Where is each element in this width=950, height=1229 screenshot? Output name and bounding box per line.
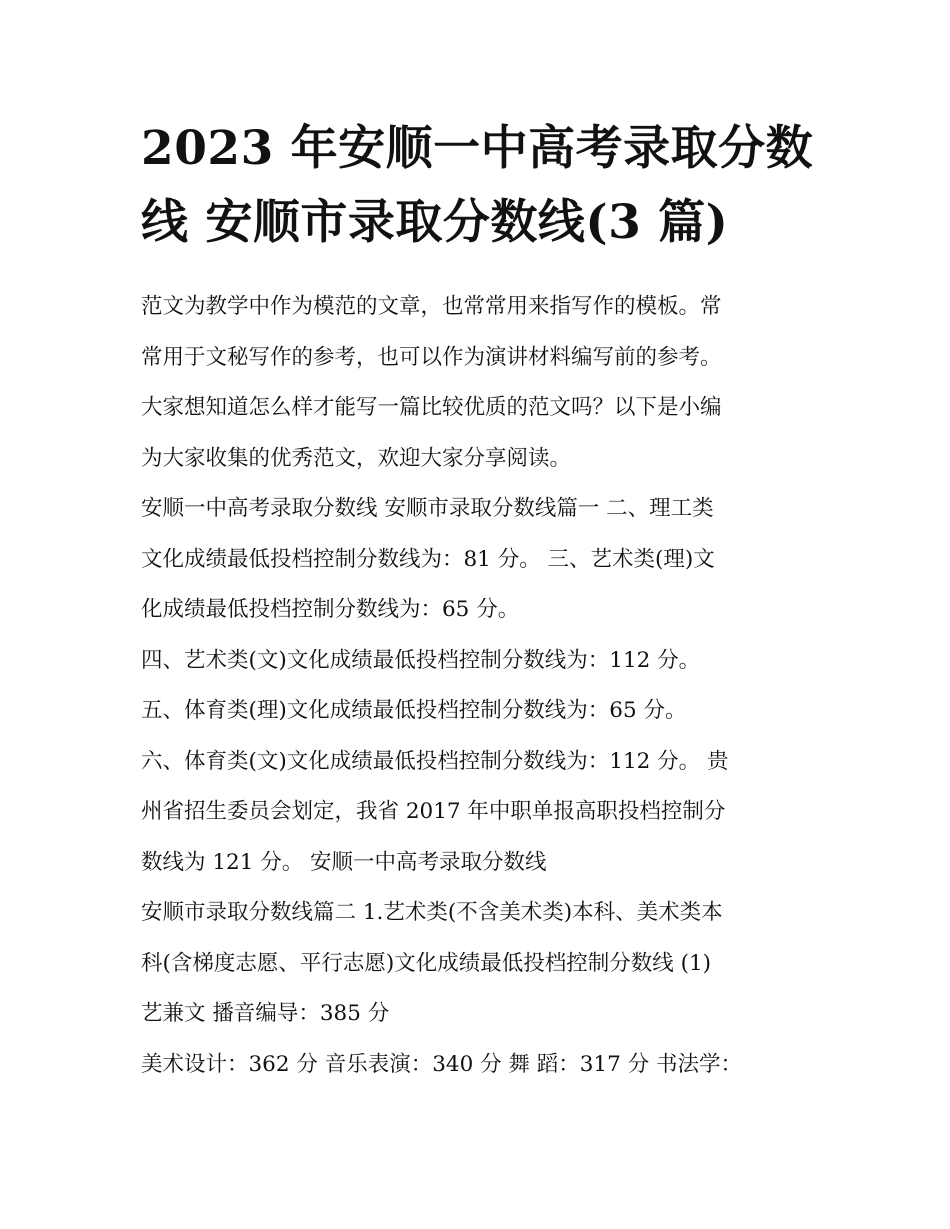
document-body: [141, 282, 817, 1090]
body-line: 大家想知道怎么样才能写一篇比较优质的范文吗？以下是小编: [141, 395, 722, 420]
body-line: 安顺市录取分数线篇二 1.艺术类(不含美术类)本科、美术类本: [141, 900, 723, 925]
document-page: [141, 112, 817, 1090]
body-line: 艺兼文 播音编导：385 分: [141, 1001, 390, 1026]
body-line: 六、体育类(文)文化成绩最低投档控制分数线为：112 分。 贵: [141, 748, 729, 774]
body-line: 数线为 121 分。 安顺一中高考录取分数线: [141, 849, 547, 875]
document-title: [141, 112, 817, 260]
body-line: 四、艺术类(文)文化成绩最低投档控制分数线为：112 分。: [141, 647, 701, 673]
body-line: 美术设计：362 分 音乐表演：340 分 舞 蹈：317 分 书法学：: [141, 1051, 742, 1077]
body-line: 化成绩最低投档控制分数线为：65 分。: [141, 597, 520, 622]
body-line: 安顺一中高考录取分数线 安顺市录取分数线篇一 二、理工类: [141, 496, 714, 521]
body-line: 文化成绩最低投档控制分数线为：81 分。 三、艺术类(理)文: [141, 546, 715, 572]
title-line: 2023 年安顺一中高考录取分数: [141, 121, 814, 176]
body-line: 常用于文秘写作的参考，也可以作为演讲材料编写前的参考。: [141, 344, 722, 370]
body-line: 州省招生委员会划定，我省 2017 年中职单报高职投档控制分: [141, 799, 726, 824]
body-line: 为大家收集的优秀范文，欢迎大家分享阅读。: [141, 445, 572, 471]
title-line: 线 安顺市录取分数线(3 篇): [141, 195, 729, 250]
body-line: 科(含梯度志愿、平行志愿)文化成绩最低投档控制分数线 (1): [141, 950, 712, 976]
body-line: 范文为教学中作为模范的文章，也常常用来指写作的模板。常: [141, 294, 722, 319]
body-line: 五、体育类(理)文化成绩最低投档控制分数线为：65 分。: [141, 698, 687, 723]
